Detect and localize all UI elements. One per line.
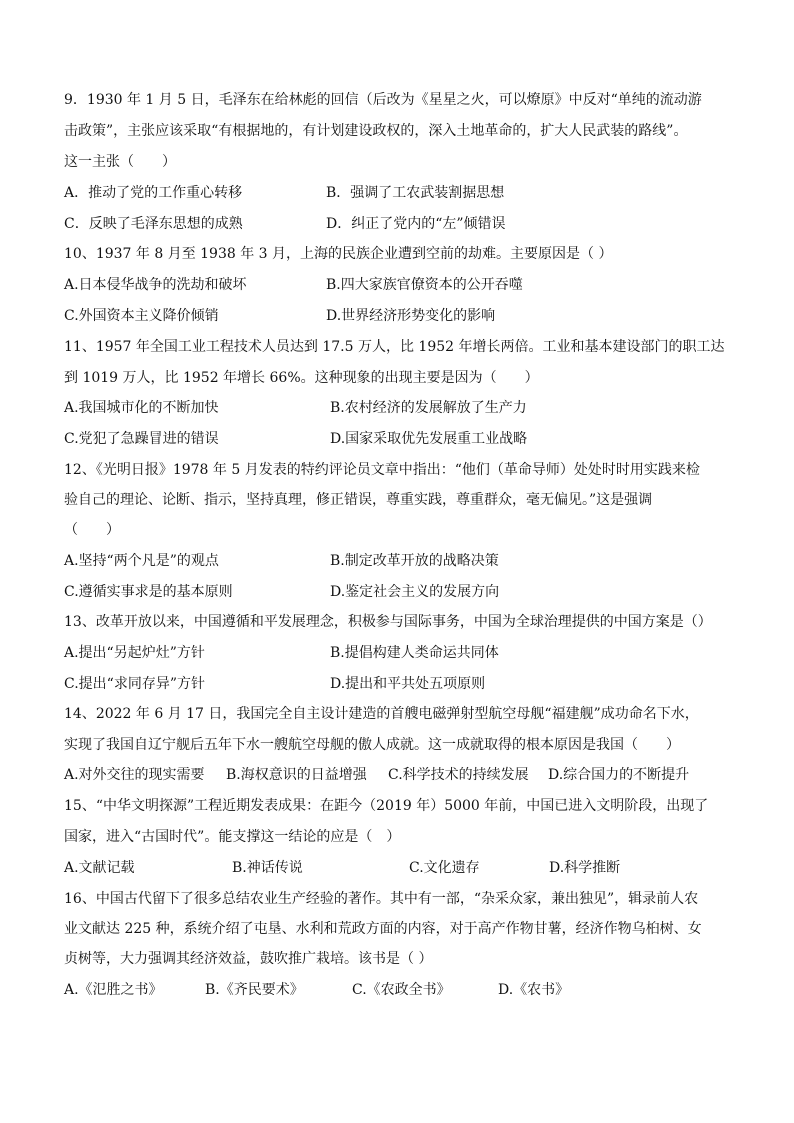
question-15-option-d: D.科学推断 <box>549 860 621 876</box>
question-10-option-d: D.世界经济形势变化的影响 <box>326 308 496 324</box>
question-15-option-c: C.文化遗存 <box>409 860 480 876</box>
question-11-option-a: A.我国城市化的不断加快 <box>64 400 219 416</box>
question-14-stem-line-1: 14、2022 年 6 月 17 日，我国完全自主设计建造的首艘电磁弹射型航空母舰“福建舰”成功命名下水， <box>64 706 699 722</box>
question-13-option-d: D.提出和平共处五项原则 <box>330 676 486 692</box>
question-12-option-d: D.鉴定社会主义的发展方向 <box>330 584 500 600</box>
question-9-option-b: B．强调了工农武装割据思想 <box>326 185 505 201</box>
question-12-stem-line-3: （ ） <box>64 522 120 538</box>
question-9-option-d: D．纠正了党内的“左”倾错误 <box>326 216 506 232</box>
question-14-option-b: B.海权意识的日益增强 <box>226 767 367 783</box>
question-9-option-c: C．反映了毛泽东思想的成熟 <box>64 216 243 232</box>
question-15-stem-line-2: 国家，进入“古国时代”。能支撑这一结论的应是（ ） <box>64 829 401 845</box>
question-16-option-d: D.《农书》 <box>498 982 570 998</box>
question-13-stem-line-1: 13、改革开放以来，中国遵循和平发展理念，积极参与国际事务，中国为全球治理提供的中国方案是（） <box>64 614 712 630</box>
question-12-stem-line-1: 12、《光明日报》1978 年 5 月发表的特约评论员文章中指出：“他们（革命导师）处处时时用实践来检 <box>64 462 700 478</box>
question-11-stem-line-2: 到 1019 万人，比 1952 年增长 66%。这种现象的出现主要是因为（ ） <box>64 370 539 386</box>
question-15-option-b: B.神话传说 <box>232 860 303 876</box>
question-15-stem-line-1: 15、“中华文明探源”工程近期发表成果：在距今（2019 年）5000 年前，中国已进入文明阶段，出现了 <box>64 798 709 814</box>
question-12-option-b: B.制定改革开放的战略决策 <box>330 553 499 569</box>
question-16-stem-line-2: 业文献达 225 种，系统介绍了屯垦、水利和荒政方面的内容，对于高产作物甘薯，经济作物乌桕树、女 <box>64 921 702 937</box>
question-16-stem-line-1: 16、中国古代留下了很多总结农业生产经验的著作。其中有一部，“杂采众家，兼出独见”，辑录前人农 <box>64 891 699 907</box>
question-14-option-d: D.综合国力的不断提升 <box>548 767 690 783</box>
question-11-option-b: B.农村经济的发展解放了生产力 <box>330 400 527 416</box>
question-9-option-a: A．推动了党的工作重心转移 <box>64 185 243 201</box>
question-12-option-c: C.遵循实事求是的基本原则 <box>64 584 233 600</box>
question-11-stem-line-1: 11、1957 年全国工业工程技术人员达到 17.5 万人，比 1952 年增长两倍。工业和基本建设部门的职工达 <box>64 339 725 355</box>
question-13-option-b: B.提倡构建人类命运共同体 <box>330 645 499 661</box>
question-16-option-b: B.《齐民要术》 <box>205 982 304 998</box>
question-10-option-a: A.日本侵华战争的洗劫和破坏 <box>64 277 247 293</box>
question-13-option-c: C.提出“求同存异”方针 <box>64 676 205 692</box>
question-9-stem-line-1: 9．1930 年 1 月 5 日，毛泽东在给林彪的回信（后改为《星星之火，可以燎原》中反对“单纯的流动游 <box>64 92 702 108</box>
question-11-option-c: C.党犯了急躁冒进的错误 <box>64 431 219 447</box>
question-9-stem-line-2: 击政策”，主张应该采取“有根据地的，有计划建设政权的，深入土地革命的，扩大人民武装的路线”。 <box>64 123 688 139</box>
question-14-stem-line-2: 实现了我国自辽宁舰后五年下水一艘航空母舰的傲人成就。这一成就取得的根本原因是我国（ ） <box>64 737 680 753</box>
question-12-option-a: A.坚持“两个凡是”的观点 <box>64 553 219 569</box>
question-14-option-c: C.科学技术的持续发展 <box>388 767 529 783</box>
question-11-option-d: D.国家采取优先发展重工业战略 <box>330 431 528 447</box>
question-16-option-c: C.《农政全书》 <box>352 982 451 998</box>
question-9-stem-line-3: 这一主张（ ） <box>64 154 176 170</box>
question-14-option-a: A.对外交往的现实需要 <box>64 767 205 783</box>
question-10-option-b: B.四大家族官僚资本的公开吞噬 <box>326 277 523 293</box>
question-12-stem-line-2: 验自己的理论、论断、指示，坚持真理，修正错误，尊重实践，尊重群众，毫无偏见。”这是强调 <box>64 492 653 508</box>
question-16-stem-line-3: 贞树等，大力强调其经济效益，鼓吹推广栽培。该书是（ ） <box>64 951 433 967</box>
question-10-option-c: C.外国资本主义降价倾销 <box>64 308 219 324</box>
question-13-option-a: A.提出“另起炉灶”方针 <box>64 645 205 661</box>
question-16-option-a: A.《氾胜之书》 <box>64 982 163 998</box>
question-10-stem-line-1: 10、1937 年 8 月至 1938 年 3 月，上海的民族企业遭到空前的劫难。主要原因是（ ） <box>64 246 613 262</box>
question-15-option-a: A.文献记载 <box>64 860 135 876</box>
